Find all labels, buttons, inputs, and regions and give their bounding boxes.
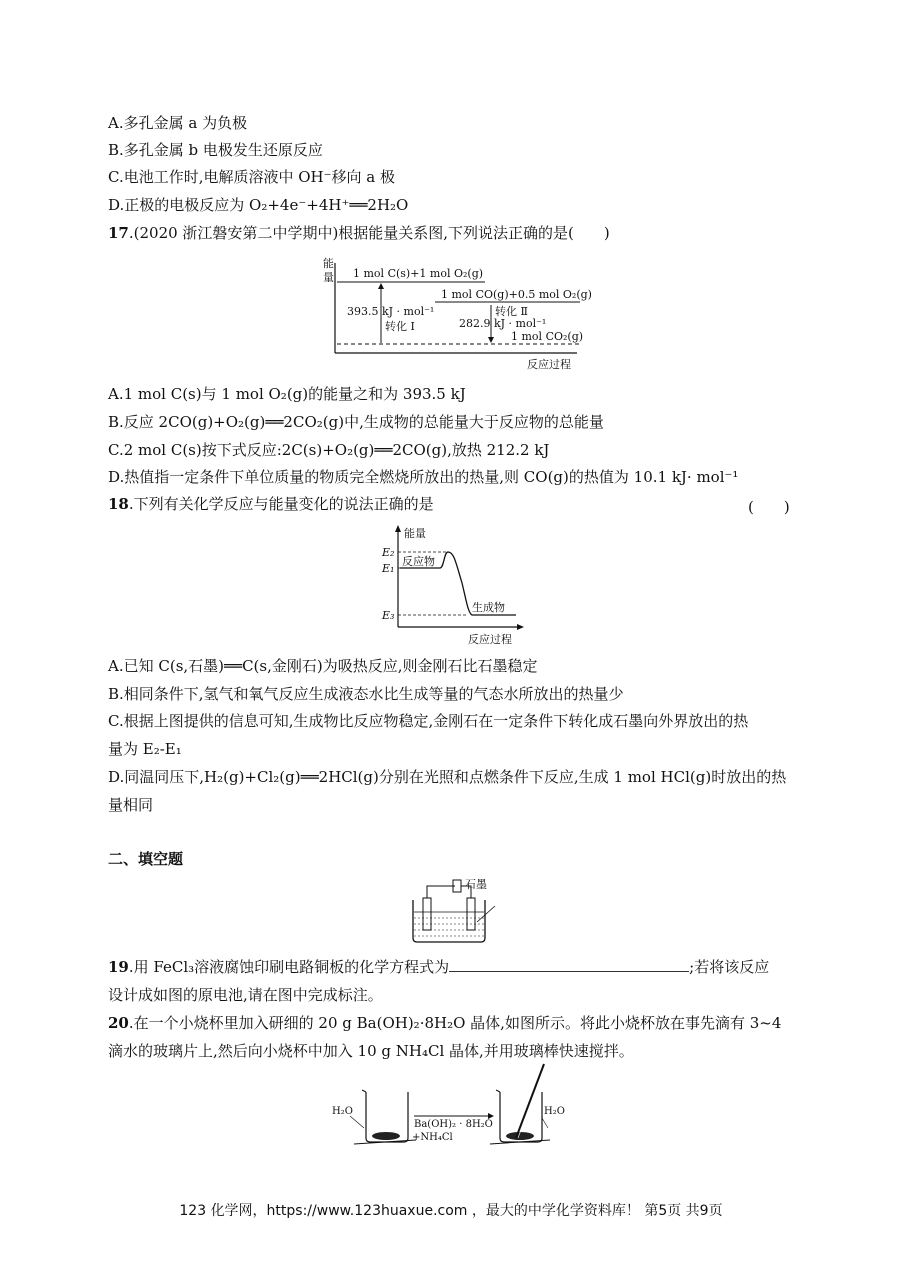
q19-graphite-label: 石墨 bbox=[465, 878, 487, 891]
q17-option-a: A.1 mol C(s)与 1 mol O₂(g)的能量之和为 393.5 kJ bbox=[108, 385, 466, 403]
q16-option-b: B.多孔金属 b 电极发生还原反应 bbox=[108, 141, 323, 159]
q20-water-left: H₂O bbox=[332, 1106, 353, 1117]
q20-line2: 滴水的玻璃片上,然后向小烧杯中加入 10 g NH₄Cl 晶体,并用玻璃棒快速搅拌。 bbox=[108, 1042, 634, 1060]
q19-line1-tail: ;若将该反应 bbox=[689, 958, 770, 976]
q20-left-crystals bbox=[372, 1132, 400, 1140]
q18-energy-diagram bbox=[378, 523, 528, 648]
q18-stem bbox=[108, 494, 434, 514]
q18-number: 18 bbox=[108, 495, 129, 513]
q19-number: 19 bbox=[108, 958, 129, 976]
q16-option-d: D.正极的电极反应为 O₂+4e⁻+4H⁺══2H₂O bbox=[108, 196, 409, 214]
q18-option-a: A.已知 C(s,石墨)══C(s,金刚石)为吸热反应,则金刚石比石墨稳定 bbox=[108, 657, 538, 675]
q18-option-b: B.相同条件下,氢气和氧气反应生成液态水比生成等量的气态水所放出的热量少 bbox=[108, 685, 624, 703]
q16-option-a: A.多孔金属 a 为负极 bbox=[108, 114, 248, 132]
q17-option-d: D.热值指一定条件下单位质量的物质完全燃烧所放出的热量,则 CO(g)的热值为 10.1 kJ· mol⁻¹ bbox=[108, 468, 739, 486]
q18-answer-paren: ( ) bbox=[748, 498, 790, 516]
q19-cell-diagram bbox=[405, 878, 505, 944]
q17-level3-label: 1 mol CO₂(g) bbox=[511, 330, 584, 343]
q18-product-label: 生成物 bbox=[472, 601, 505, 614]
q18-option-c-line2: 量为 E₂-E₁ bbox=[108, 740, 182, 758]
q19-electrode-left bbox=[423, 898, 431, 930]
q19-line1-text: .用 FeCl₃溶液腐蚀印刷电路铜板的化学方程式为 bbox=[128, 958, 450, 976]
q17-level1-label: 1 mol C(s)+1 mol O₂(g) bbox=[353, 267, 484, 280]
q17-trans2: 转化 Ⅱ bbox=[495, 305, 528, 318]
q20-line1-text: .在一个小烧杯里加入研细的 20 g Ba(OH)₂·8H₂O 晶体,如图所示。将此小烧杯放在事先滴有 3~4 bbox=[128, 1014, 782, 1032]
q18-ylabel: 能量 bbox=[404, 527, 426, 540]
q17-trans1: 转化 Ⅰ bbox=[385, 320, 415, 333]
q19-electrode-right bbox=[467, 898, 475, 930]
q17-level2-label: 1 mol CO(g)+0.5 mol O₂(g) bbox=[441, 288, 592, 301]
q20-number: 20 bbox=[108, 1014, 129, 1032]
q20-beaker-diagram bbox=[330, 1062, 580, 1154]
q17-ylabel-char1: 能 bbox=[323, 257, 334, 270]
q17-xlabel: 反应过程 bbox=[527, 358, 571, 371]
q20-water-right: H₂O bbox=[544, 1106, 565, 1117]
q17-option-b: B.反应 2CO(g)+O₂(g)══2CO₂(g)中,生成物的总能量大于反应物的总能量 bbox=[108, 413, 604, 431]
q20-reagent2: +NH₄Cl bbox=[412, 1132, 453, 1143]
q18-e1-label: E₁ bbox=[382, 562, 395, 575]
q20-right-glass-plate bbox=[490, 1140, 550, 1144]
q19-line1 bbox=[108, 957, 769, 977]
q18-option-d-line2: 量相同 bbox=[108, 796, 154, 814]
q17-energy1: 393.5 kJ · mol⁻¹ bbox=[347, 305, 435, 318]
q20-reagent1: Ba(OH)₂ · 8H₂O bbox=[414, 1119, 493, 1130]
page-footer: 123 化学网，https://www.123huaxue.com ，最大的中学化学资料库！ 第5页 共9页 bbox=[179, 1203, 723, 1219]
q18-stem-text: .下列有关化学反应与能量变化的说法正确的是 bbox=[128, 495, 434, 513]
q18-xlabel: 反应过程 bbox=[468, 633, 512, 646]
q18-reactant-label: 反应物 bbox=[402, 555, 435, 568]
q18-e3-label: E₃ bbox=[382, 609, 395, 622]
q16-option-c: C.电池工作时,电解质溶液中 OH⁻移向 a 极 bbox=[108, 168, 396, 186]
q17-stem bbox=[108, 223, 610, 243]
q17-option-c: C.2 mol C(s)按下式反应:2C(s)+O₂(g)══2CO(g),放热 212.2 kJ bbox=[108, 441, 550, 459]
q17-number: 17 bbox=[108, 224, 129, 242]
q17-energy2: 282.9 kJ · mol⁻¹ bbox=[459, 317, 547, 330]
q19-line2: 设计成如图的原电池,请在图中完成标注。 bbox=[108, 986, 383, 1004]
q18-option-c-line1: C.根据上图提供的信息可知,生成物比反应物稳定,金刚石在一定条件下转化成石墨向外界放出的热 bbox=[108, 712, 749, 730]
q19-answer-blank[interactable] bbox=[449, 957, 689, 972]
q18-option-d-line1: D.同温同压下,H₂(g)+Cl₂(g)══2HCl(g)分别在光照和点燃条件下反应,生成 1 mol HCl(g)时放出的热 bbox=[108, 768, 787, 786]
q17-stem-text: .(2020 浙江磐安第二中学期中)根据能量关系图,下列说法正确的是( ) bbox=[128, 224, 610, 242]
q18-e2-label: E₂ bbox=[382, 546, 395, 559]
q17-energy-diagram bbox=[315, 255, 595, 373]
q20-line1 bbox=[108, 1013, 781, 1033]
q20-glass-rod bbox=[516, 1064, 544, 1138]
q17-ylabel-char2: 量 bbox=[323, 271, 334, 284]
section-heading-fill-in: 二、填空题 bbox=[108, 850, 184, 868]
